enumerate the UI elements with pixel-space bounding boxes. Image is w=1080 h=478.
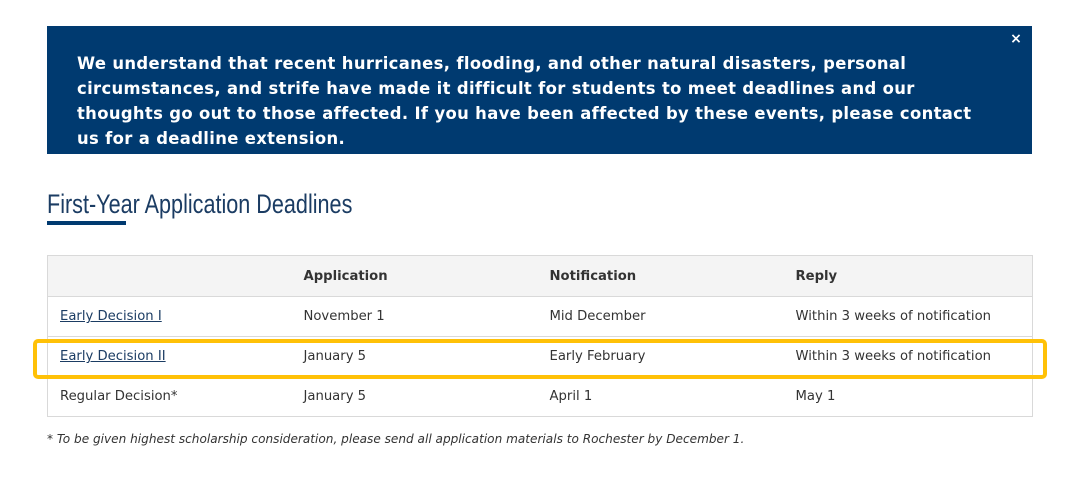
cell-notification: April 1	[538, 377, 784, 417]
early-decision-i-link[interactable]: Early Decision I	[60, 309, 162, 324]
cell-application: January 5	[292, 337, 538, 377]
cell-application: November 1	[292, 297, 538, 337]
early-decision-ii-link[interactable]: Early Decision II	[60, 349, 166, 364]
header-application: Application	[292, 256, 538, 297]
page-title: First-Year Application Deadlines	[47, 189, 353, 219]
footnote: * To be given highest scholarship consideration, please send all application materials to Rochester by December 1.	[47, 432, 745, 446]
title-underline	[47, 221, 126, 225]
table-row-early-decision-i	[48, 297, 1033, 337]
alert-banner	[47, 26, 1032, 154]
cell-plan	[48, 297, 292, 337]
table-row-regular-decision	[48, 377, 1033, 417]
cell-reply: Within 3 weeks of notification	[784, 297, 1033, 337]
cell-plan	[48, 337, 292, 377]
header-plan	[48, 256, 292, 297]
header-reply: Reply	[784, 256, 1033, 297]
cell-notification: Early February	[538, 337, 784, 377]
header-notification: Notification	[538, 256, 784, 297]
cell-reply: May 1	[784, 377, 1033, 417]
cell-application: January 5	[292, 377, 538, 417]
alert-message: We understand that recent hurricanes, flooding, and other natural disasters, personal circumstances, and strife have made it difficult for students to meet deadlines and our thoughts go out to those affected. If you have been affected by these events, please contact us for a deadline extension.	[77, 54, 972, 148]
table-header-row	[48, 256, 1033, 297]
cell-notification: Mid December	[538, 297, 784, 337]
close-icon[interactable]: ×	[1010, 31, 1022, 47]
table-row-early-decision-ii	[48, 337, 1033, 377]
deadlines-table	[47, 255, 1033, 417]
cell-plan: Regular Decision*	[48, 377, 292, 417]
cell-reply: Within 3 weeks of notification	[784, 337, 1033, 377]
